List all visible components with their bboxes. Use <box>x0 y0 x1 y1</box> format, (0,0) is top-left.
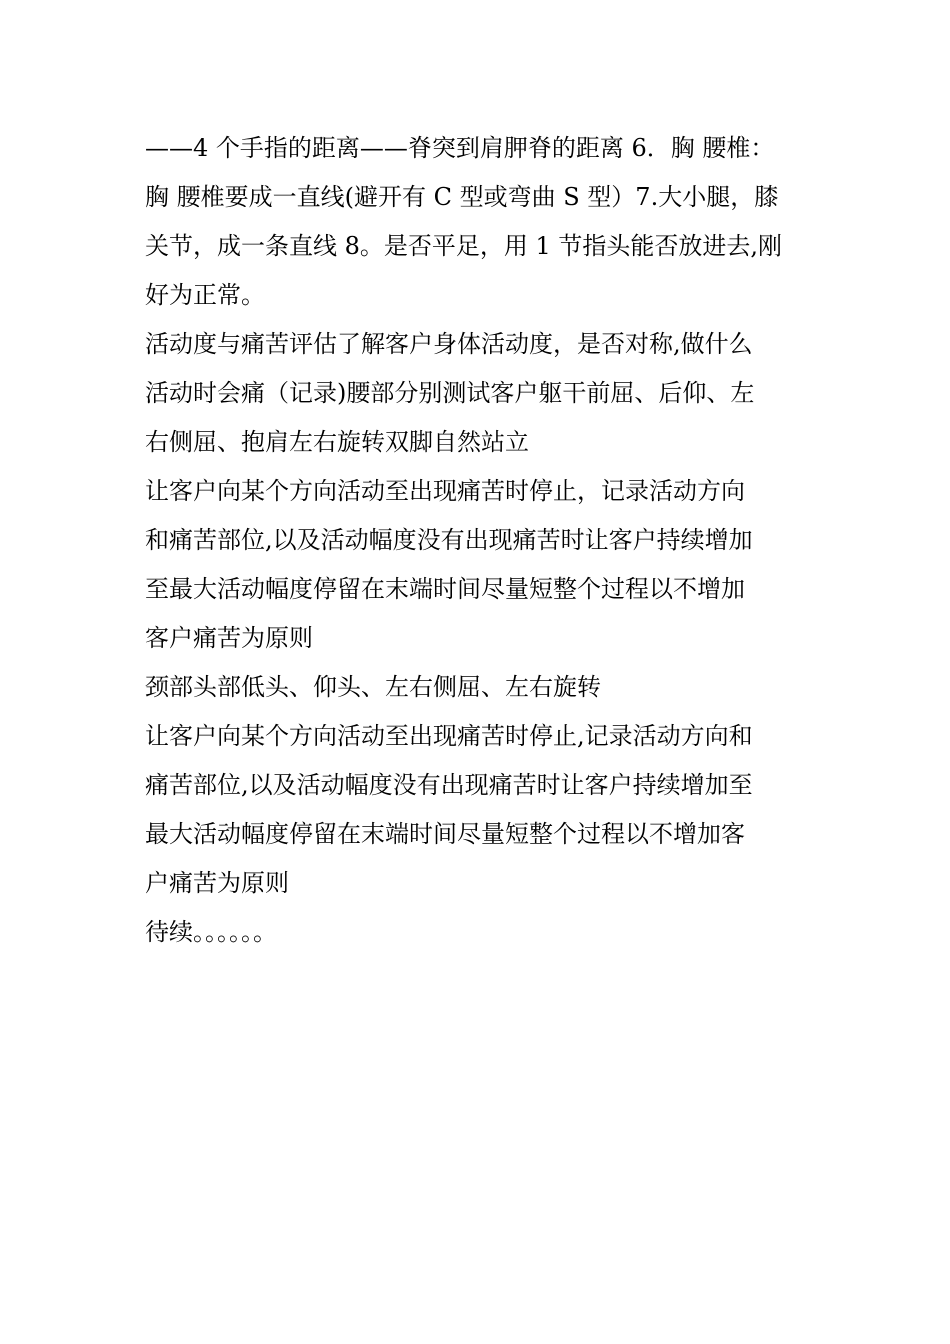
text-line: 活动度与痛苦评估了解客户身体活动度，是否对称,做什么 <box>145 330 753 358</box>
text-line: 让客户向某个方向活动至出现痛苦时停止,记录活动方向和 <box>145 722 753 750</box>
text-line: 痛苦部位,以及活动幅度没有出现痛苦时让客户持续增加至 <box>145 771 753 799</box>
paragraph-lumbar-procedure <box>145 467 810 663</box>
text-line: 颈部头部低头、仰头、左右侧屈、左右旋转 <box>145 673 601 701</box>
paragraph-neck-procedure <box>145 712 810 908</box>
paragraph-neck-tests <box>145 663 810 712</box>
paragraph-measurements <box>145 124 810 320</box>
text-line: 至最大活动幅度停留在末端时间尽量短整个过程以不增加 <box>145 575 745 603</box>
text-line: 胸 腰椎要成一直线(避开有 C 型或弯曲 S 型）7.大小腿，膝 <box>145 183 779 211</box>
paragraph-mobility-assessment <box>145 320 810 467</box>
paragraph-to-be-continued <box>145 908 810 957</box>
text-line: 和痛苦部位,以及活动幅度没有出现痛苦时让客户持续增加 <box>145 526 753 554</box>
document-body <box>145 124 810 957</box>
text-line: 让客户向某个方向活动至出现痛苦时停止，记录活动方向 <box>145 477 745 505</box>
text-line: 关节，成一条直线 8。是否平足，用 1 节指头能否放进去,刚 <box>145 232 783 260</box>
text-line: 户痛苦为原则 <box>145 869 289 897</box>
text-line: 活动时会痛（记录)腰部分别测试客户躯干前屈、后仰、左 <box>145 379 755 407</box>
text-line: 右侧屈、抱肩左右旋转双脚自然站立 <box>145 428 529 456</box>
text-line: 客户痛苦为原则 <box>145 624 313 652</box>
text-line: 最大活动幅度停留在末端时间尽量短整个过程以不增加客 <box>145 820 745 848</box>
text-line: 待续。。。。。。 <box>145 918 277 946</box>
text-line: ——4 个手指的距离——脊突到肩胛脊的距离 6．胸 腰椎： <box>145 134 775 162</box>
text-line: 好为正常。 <box>145 281 265 309</box>
